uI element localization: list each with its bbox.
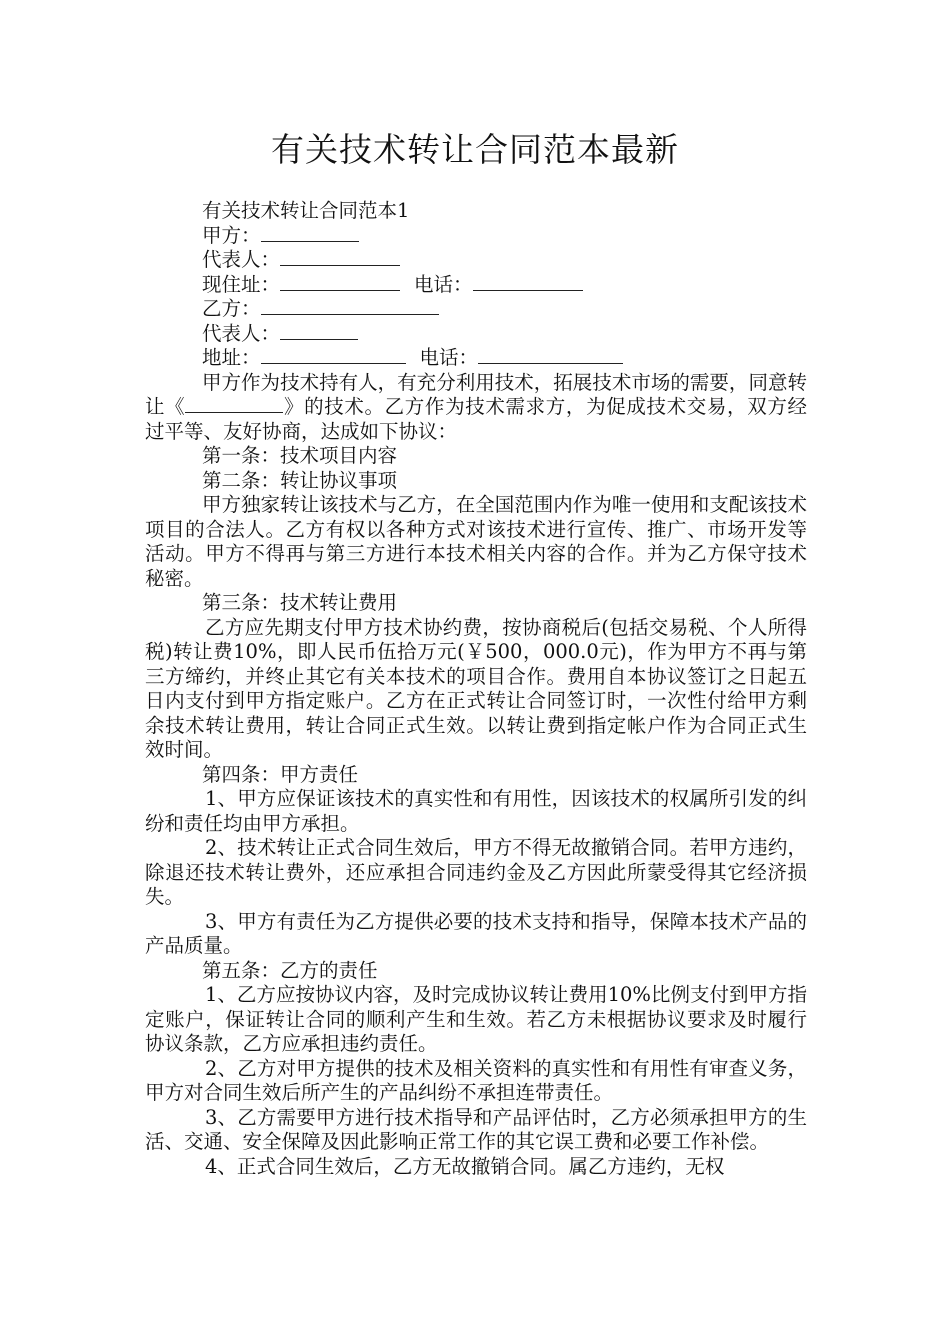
party-a-blank bbox=[261, 225, 359, 242]
phone-b-blank bbox=[478, 347, 623, 364]
technology-name-blank bbox=[185, 396, 283, 413]
document-body bbox=[145, 199, 807, 1179]
address-a-label: 现住址： bbox=[202, 272, 281, 296]
article-2-paragraph: 甲方独家转让该技术与乙方，在全国范围内作为唯一使用和支配该技术项目的合法人。乙方有权以各种方式对该技术进行宣传、推广、市场开发等活动。甲方不得再与第三方进行本技术相关内容的合作。并为乙方保守技术秘密。 bbox=[145, 493, 807, 590]
article-2-heading: 第二条：转让协议事项 bbox=[202, 468, 398, 492]
article-4-heading: 第四条：甲方责任 bbox=[202, 762, 359, 786]
preamble-paragraph bbox=[145, 371, 807, 445]
article-4-item: 3、甲方有责任为乙方提供必要的技术支持和指导，保障本技术产品的产品质量。 bbox=[145, 909, 807, 957]
representative-a-blank bbox=[280, 249, 400, 266]
article-5-item: 1、乙方应按协议内容，及时完成协议转让费用10%比例支付到甲方指定账户，保证转让合同的顺利产生和生效。若乙方未根据协议要求及时履行协议条款，乙方应承担违约责任。 bbox=[145, 983, 807, 1055]
address-b-label: 地址： bbox=[202, 346, 261, 369]
representative-b-blank bbox=[280, 323, 358, 340]
article-4-item: 2、技术转让正式合同生效后，甲方不得无故撤销合同。若甲方违约，除退还技术转让费外，还应承担合同违约金及乙方因此所蒙受得其它经济损失。 bbox=[145, 836, 807, 908]
party-b-label: 乙方： bbox=[202, 297, 261, 320]
party-b-line bbox=[145, 297, 807, 322]
article-5-item: 4、正式合同生效后，乙方无故撤销合同。属乙方违约，无权 bbox=[205, 1154, 725, 1178]
representative-b-line bbox=[145, 322, 807, 347]
article-4-item: 1、甲方应保证该技术的真实性和有用性，因该技术的权属所引发的纠纷和责任均由甲方承担。 bbox=[145, 787, 807, 835]
representative-a-label: 代表人： bbox=[202, 248, 281, 271]
address-a-blank bbox=[280, 274, 400, 291]
address-b-blank bbox=[261, 347, 406, 364]
article-3-heading: 第三条：技术转让费用 bbox=[202, 591, 398, 614]
article-3-paragraph: 乙方应先期支付甲方技术协约费，按协商税后(包括交易税、个人所得税)转让费10%，即人民币伍拾万元(￥500，000.0元)，作为甲方不再与第三方缔约，并终止其它有关本技术的项目合作。费用自本协议签订之日起五日内支付到甲方指定账户。乙方在正式转让合同签订时，一次性付给甲方剩余技术转让费用，转让合同正式生效。以转让费到指定帐户作为合同正式生效时间。 bbox=[145, 615, 807, 761]
article-5-item: 3、乙方需要甲方进行技术指导和产品评估时，乙方必须承担甲方的生活、交通、安全保障及因此影响正常工作的其它误工费和必要工作补偿。 bbox=[145, 1105, 807, 1153]
address-a-line bbox=[145, 273, 807, 298]
phone-a-blank bbox=[473, 274, 583, 291]
contract-subtitle: 有关技术转让合同范本1 bbox=[202, 199, 410, 222]
representative-a-line bbox=[145, 248, 807, 273]
party-b-blank bbox=[261, 298, 439, 315]
article-5-item: 2、乙方对甲方提供的技术及相关资料的真实性和有用性有审查义务，甲方对合同生效后所产生的产品纠纷不承担连带责任。 bbox=[145, 1056, 807, 1104]
phone-a-label: 电话： bbox=[414, 272, 473, 296]
document-title: 有关技术转让合同范本最新 bbox=[271, 130, 679, 169]
address-b-line bbox=[145, 346, 807, 371]
preamble-text-1: 甲方作为技术持有人，有充分利用技术，拓展技术市场的需要，同意转让《 bbox=[145, 370, 807, 418]
party-a-label: 甲方： bbox=[202, 223, 261, 247]
representative-b-label: 代表人： bbox=[202, 321, 281, 345]
party-a-line bbox=[145, 224, 807, 249]
article-5-heading: 第五条：乙方的责任 bbox=[202, 958, 378, 982]
phone-b-label: 电话： bbox=[419, 346, 479, 369]
article-1-heading: 第一条：技术项目内容 bbox=[202, 444, 398, 467]
preamble-text-2: 》的技术。乙方作为技术需求方，为促成技术交易，双方经过平等、友好协商，达成如下协议： bbox=[145, 395, 807, 443]
